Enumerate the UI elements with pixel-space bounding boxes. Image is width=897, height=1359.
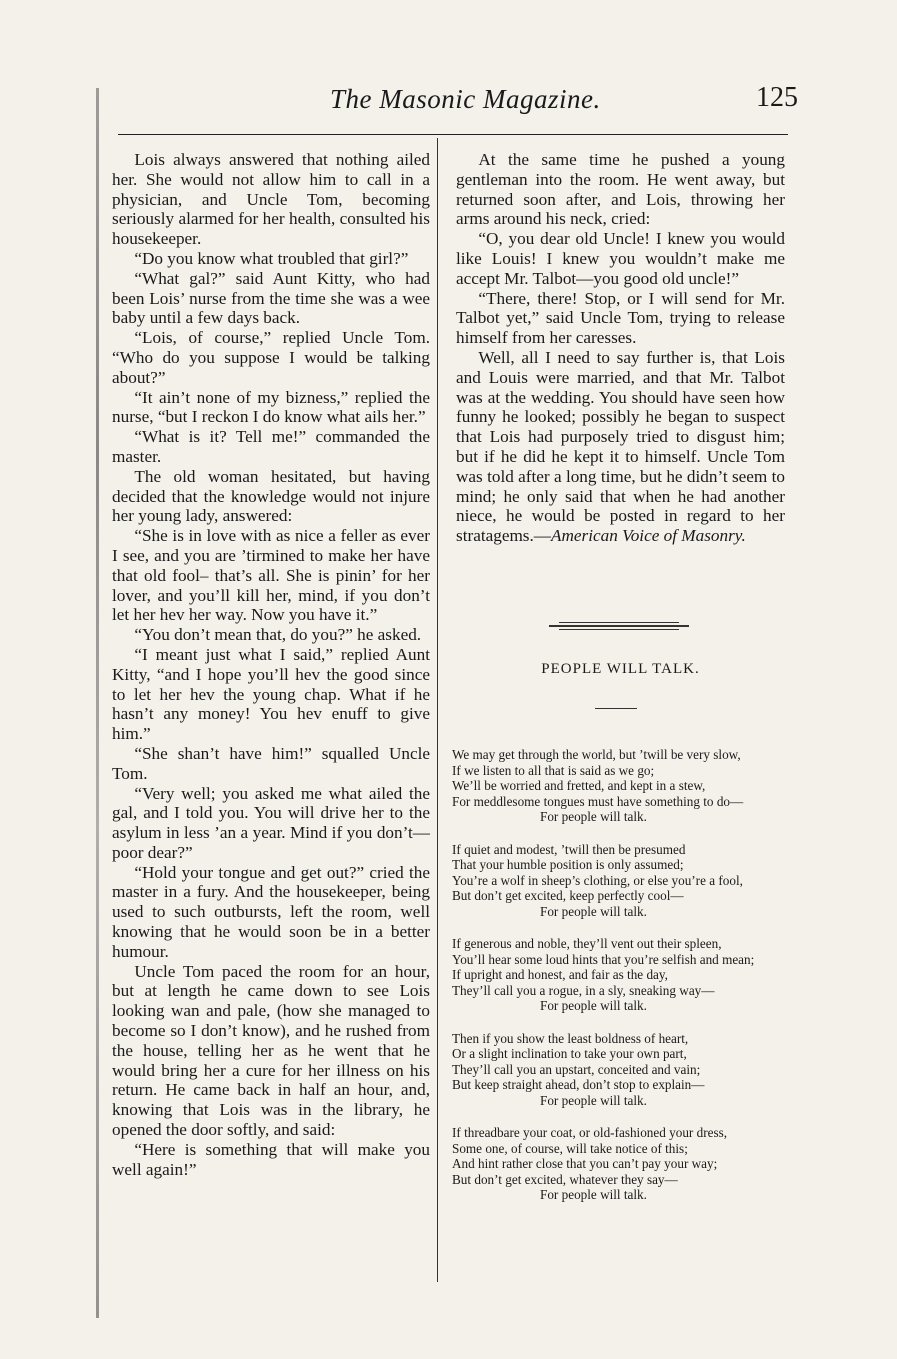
- poem-line: You’re a wolf in sheep’s clothing, or else you’re a fool,: [452, 872, 743, 888]
- poem-refrain: For people will talk.: [540, 809, 647, 824]
- paragraph: “She is in love with as nice a feller as ever I see, and you are ’tirmined to make her have that old fool– that’s all. She is pinin’ for her lover, and you’ll kill her, mind, if you don’t let her hev her way. Now you have it.”: [112, 526, 430, 625]
- paragraph: [456, 348, 785, 546]
- right-column: [456, 150, 785, 546]
- page-header: [118, 82, 798, 124]
- header-rule: [118, 134, 788, 135]
- poem-line: That your humble position is only assumed;: [452, 857, 684, 872]
- poem-refrain: For people will talk.: [540, 1092, 647, 1108]
- poem-refrain: For people will talk.: [540, 1187, 647, 1202]
- section-ornament: [549, 622, 689, 630]
- paragraph: “Hold your tongue and get out?” cried the master in a fury. And the housekeeper, being used to such outbursts, left the room, well knowing that he would soon be in a better humour.: [112, 862, 430, 961]
- poem-line: If upright and honest, and fair as the day,: [452, 967, 668, 982]
- paragraph: Lois always answered that nothing ailed her. She would not allow him to call in a physician, and Uncle Tom, becoming seriously alarmed for her health, consulted his housekeeper.: [112, 150, 430, 249]
- poem-line: Or a slight inclination to take your own part,: [452, 1046, 687, 1061]
- paragraph: Uncle Tom paced the room for an hour, but at length he came down to see Lois looking wan and pale, (how she managed to become so I don’t know), and he rushed from the house, telling her as he went that he would bring her a cure for her illness on his return. He came back in half an hour, and, knowing that Lois was in the library, he opened the door softly, and said:: [112, 961, 430, 1140]
- poem-line: Then if you show the least boldness of heart,: [452, 1030, 689, 1046]
- title-rule: [595, 708, 637, 709]
- left-column: [112, 150, 430, 1179]
- poem-stanza: [452, 1125, 786, 1203]
- poem-stanza: [452, 842, 786, 920]
- page-number: 125: [756, 82, 798, 113]
- poem-line: For meddlesome tongues must have something to do—: [452, 793, 744, 809]
- paragraph: “I meant just what I said,” replied Aunt Kitty, “and I hope you’ll hev the good since to let her hev the young chap. What if he hasn’t any money! You hev enuff to give him.”: [112, 644, 430, 744]
- paragraph: “There, there! Stop, or I will send for Mr. Talbot yet,” said Uncle Tom, trying to release himself from her caresses.: [456, 288, 785, 348]
- poem-refrain: For people will talk.: [540, 903, 647, 919]
- poem-line: If we listen to all that is said as we go;: [452, 762, 655, 778]
- poem-stanza: [452, 936, 786, 1014]
- poem-line: But keep straight ahead, don’t stop to explain—: [452, 1077, 705, 1092]
- paragraph: “You don’t mean that, do you?” he asked.: [134, 625, 422, 645]
- paragraph: “What is it? Tell me!” commanded the master.: [112, 427, 430, 466]
- poem-line: But don’t get excited, whatever they say—: [452, 1171, 678, 1187]
- poem-line: But don’t get excited, keep perfectly cool—: [452, 888, 684, 903]
- poem-line: They’ll call you a rogue, in a sly, sneaking way—: [452, 982, 715, 998]
- paragraph: At the same time he pushed a young gentleman into the room. He went away, but returned soon after, and Lois, throwing her arms around his neck, cried:: [456, 150, 785, 229]
- poem-line: Some one, of course, will take notice of this;: [452, 1140, 688, 1156]
- poem-stanza: [452, 1031, 786, 1109]
- poem-line: If generous and noble, they’ll vent out their spleen,: [452, 936, 722, 951]
- poem-line: We may get through the world, but ’twill be very slow,: [452, 747, 741, 762]
- paragraph: “It ain’t none of my bizness,” replied the nurse, “but I reckon I do know what ails her.”: [112, 387, 430, 427]
- poem: [452, 747, 786, 1220]
- poem-line: You’ll hear some loud hints that you’re selfish and mean;: [452, 951, 755, 967]
- poem-stanza: [452, 747, 786, 825]
- paragraph: “What gal?” said Aunt Kitty, who had been Lois’ nurse from the time she was a wee baby until a few days back.: [112, 268, 430, 328]
- poem-title: PEOPLE WILL TALK.: [541, 661, 700, 677]
- binding-edge: [96, 88, 99, 1318]
- paragraph: “Do you know what troubled that girl?”: [134, 248, 409, 268]
- poem-line: We’ll be worried and fretted, and kept in a stew,: [452, 778, 706, 793]
- paragraph: “O, you dear old Uncle! I knew you would like Louis! I knew you wouldn’t make me accept Mr. Talbot—you good old uncle!”: [456, 229, 785, 288]
- poem-line: If quiet and modest, ’twill then be presumed: [452, 841, 686, 857]
- poem-line: They’ll call you an upstart, conceited and vain;: [452, 1061, 701, 1077]
- source-credit: American Voice of Masonry.: [551, 526, 746, 546]
- running-title: The Masonic Magazine.: [330, 84, 601, 114]
- column-divider: [437, 138, 438, 1282]
- paragraph: “Here is something that will make you well again!”: [112, 1139, 430, 1179]
- paragraph: “Very well; you asked me what ailed the gal, and I told you. You will drive her to the asylum in less ’an a year. Mind if you don’t—poor dear?”: [112, 783, 430, 862]
- paragraph: The old woman hesitated, but having decided that the knowledge would not injure her young lady, answered:: [112, 466, 430, 526]
- poem-refrain: For people will talk.: [540, 998, 647, 1013]
- paragraph: “She shan’t have him!” squalled Uncle Tom.: [112, 743, 430, 783]
- poem-line: If threadbare your coat, or old-fashioned your dress,: [452, 1125, 728, 1140]
- paragraph-text: Well, all I need to say further is, that Lois and Louis were married, and that Mr. Talbot was at the wedding. You should have seen how funny he looked; possibly he began to suspect that Lois had purposely tried to disgust him; but if he did he kept it to himself. Uncle Tom was told after a long time, but he didn’t seem to mind; he only said that when he had another niece, he would be posted in regard to her stratagems.—: [456, 347, 785, 546]
- paragraph: “Lois, of course,” replied Uncle Tom. “Who do you suppose I would be talking about?”: [112, 328, 430, 387]
- poem-line: And hint rather close that you can’t pay your way;: [452, 1156, 718, 1171]
